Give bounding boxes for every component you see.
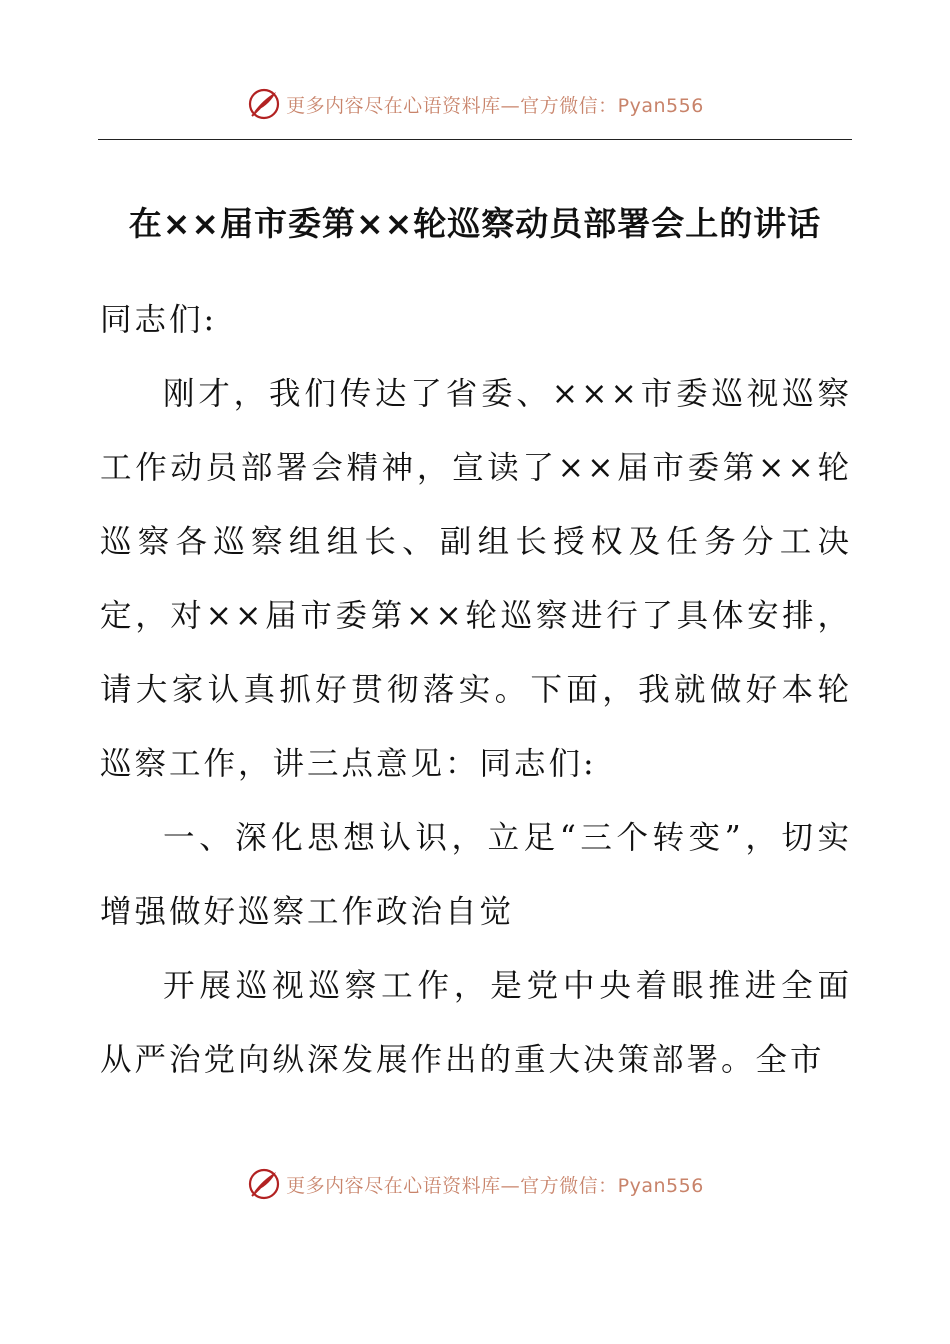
watermark-id: Pyan556 — [617, 1174, 704, 1197]
section-heading: 一、深化思想认识，立足“三个转变”，切实增强做好巡察工作政治自觉 — [100, 820, 852, 930]
paragraph: 刚才，我们传达了省委、×××市委巡视巡察工作动员部署会精神，宣读了××届市委第××轮巡察各巡察组组长、副组长授权及任务分工决定，对××届市委第××轮巡察进行了具体安排，请大家认真抓好贯彻落实。下面，我就做好本轮巡察工作，讲三点意见：同志们: — [100, 376, 852, 782]
document-title: 在××届市委第××轮巡察动员部署会上的讲话 — [128, 204, 822, 243]
paragraph: 开展巡视巡察工作，是党中央着眼推进全面从严治党向纵深发展作出的重大决策部署。全市 — [100, 968, 852, 1078]
header-rule — [98, 139, 852, 140]
salutation: 同志们: — [100, 302, 218, 338]
watermark-id: Pyan556 — [617, 94, 704, 117]
quill-logo-icon — [246, 1166, 282, 1202]
document-body — [100, 283, 852, 1097]
quill-logo-icon — [246, 86, 282, 122]
watermark-text: 更多内容尽在心语资料库—官方微信：Pyan556 — [286, 1174, 704, 1197]
footer-watermark — [0, 1164, 950, 1204]
watermark-text: 更多内容尽在心语资料库—官方微信：Pyan556 — [286, 94, 704, 117]
header-watermark — [0, 84, 950, 124]
